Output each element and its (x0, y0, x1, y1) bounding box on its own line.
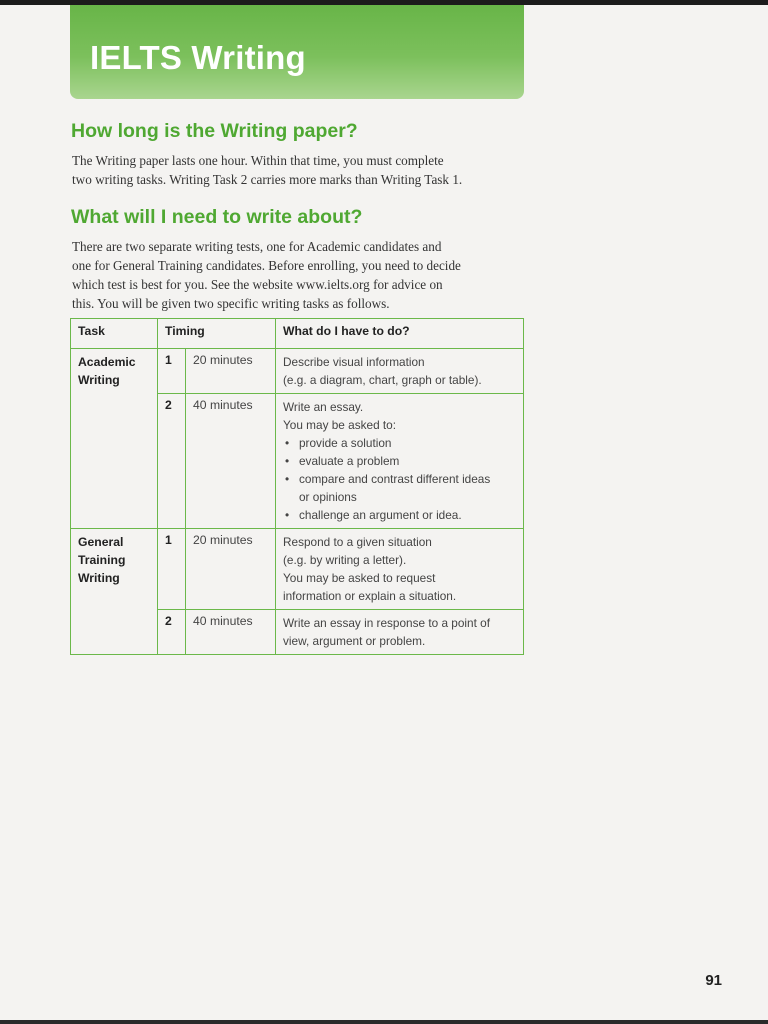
section-heading-length: How long is the Writing paper? (71, 120, 358, 142)
description-line: Write an essay. (283, 400, 364, 414)
description-line: (e.g. by writing a letter). (283, 553, 407, 567)
bullet-continuation: or opinions (299, 490, 357, 504)
page-bottom-edge (0, 1020, 768, 1024)
task-description (276, 349, 524, 394)
bullet-item: • compare and contrast different ideas (283, 470, 516, 488)
header-timing: Timing (158, 319, 276, 349)
paragraph-line: two writing tasks. Writing Task 2 carries more marks than Writing Task 1. (72, 172, 463, 187)
task-timing: 20 minutes (186, 349, 276, 394)
description-line: You may be asked to request (283, 571, 436, 585)
paragraph-line: There are two separate writing tests, one for Academic candidates and (72, 239, 442, 254)
task-timing: 20 minutes (186, 529, 276, 610)
bullet-item: • challenge an argument or idea. (283, 506, 516, 524)
title-banner (70, 5, 524, 99)
task-name-line: Writing (78, 571, 120, 585)
task-name-line: Writing (78, 373, 120, 387)
task-description (276, 610, 524, 655)
description-line: (e.g. a diagram, chart, graph or table). (283, 373, 482, 387)
paragraph-content (72, 237, 532, 313)
task-description (276, 394, 524, 529)
paragraph-line: The Writing paper lasts one hour. Within that time, you must complete (72, 153, 444, 168)
description-line: view, argument or problem. (283, 634, 426, 648)
task-number: 1 (158, 529, 186, 610)
task-timing: 40 minutes (186, 394, 276, 529)
task-number: 2 (158, 610, 186, 655)
paragraph-length (72, 151, 532, 189)
task-timing: 40 minutes (186, 610, 276, 655)
table-header-row (71, 319, 524, 349)
header-task: Task (71, 319, 158, 349)
page-title: IELTS Writing (90, 39, 306, 76)
paragraph-line: which test is best for you. See the website www.ielts.org for advice on (72, 277, 443, 292)
description-line: Respond to a given situation (283, 535, 432, 549)
paragraph-line: this. You will be given two specific writing tasks as follows. (72, 296, 390, 311)
page-number: 91 (705, 972, 722, 989)
task-description (276, 529, 524, 610)
description-line: information or explain a situation. (283, 589, 457, 603)
bullet-item: • evaluate a problem (283, 452, 516, 470)
bullet-item: • provide a solution (283, 434, 516, 452)
task-name-line: Academic (78, 355, 136, 369)
task-name-general-training (71, 529, 158, 655)
paragraph-line: one for General Training candidates. Before enrolling, you need to decide (72, 258, 461, 273)
task-number: 1 (158, 349, 186, 394)
writing-tasks-table (70, 318, 524, 655)
table-row (71, 349, 524, 394)
task-name-line: General (78, 535, 124, 549)
task-name-line: Training (78, 553, 126, 567)
task-number: 2 (158, 394, 186, 529)
section-heading-content: What will I need to write about? (71, 206, 363, 228)
description-line: Describe visual information (283, 355, 425, 369)
header-todo: What do I have to do? (276, 319, 524, 349)
description-line: Write an essay in response to a point of (283, 616, 490, 630)
table-row (71, 529, 524, 610)
task-name-academic (71, 349, 158, 529)
description-line: You may be asked to: (283, 418, 397, 432)
